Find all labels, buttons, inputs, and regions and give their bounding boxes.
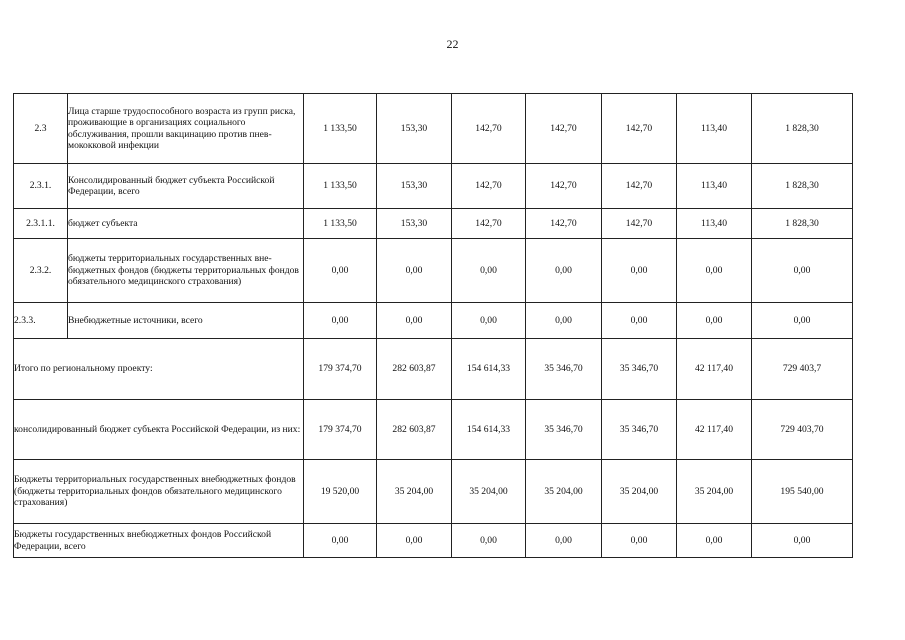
value-cell: 113,40 bbox=[677, 94, 752, 164]
table-row bbox=[14, 303, 853, 339]
value-cell: 0,00 bbox=[304, 239, 377, 303]
value-cell: 0,00 bbox=[526, 239, 602, 303]
row-code: 2.3.2. bbox=[14, 239, 68, 303]
value-cell: 142,70 bbox=[602, 209, 677, 239]
table-row-total bbox=[14, 339, 853, 400]
value-cell: 0,00 bbox=[602, 524, 677, 558]
value-cell: 19 520,00 bbox=[304, 460, 377, 524]
value-cell: 0,00 bbox=[304, 303, 377, 339]
total-cell: 0,00 bbox=[752, 524, 853, 558]
value-cell: 113,40 bbox=[677, 164, 752, 209]
value-cell: 35 204,00 bbox=[526, 460, 602, 524]
value-cell: 0,00 bbox=[304, 524, 377, 558]
value-cell: 0,00 bbox=[452, 524, 526, 558]
value-cell: 0,00 bbox=[677, 524, 752, 558]
value-cell: 0,00 bbox=[452, 303, 526, 339]
value-cell: 0,00 bbox=[377, 524, 452, 558]
row-code: 2.3.1. bbox=[14, 164, 68, 209]
total-row-name: консолидированный бюджет субъекта Российской Федерации, из них: bbox=[14, 400, 304, 460]
total-cell: 0,00 bbox=[752, 303, 853, 339]
value-cell: 0,00 bbox=[526, 524, 602, 558]
table-row bbox=[14, 164, 853, 209]
value-cell: 0,00 bbox=[602, 239, 677, 303]
value-cell: 142,70 bbox=[602, 164, 677, 209]
value-cell: 179 374,70 bbox=[304, 339, 377, 400]
value-cell: 142,70 bbox=[526, 94, 602, 164]
row-code: 2.3 bbox=[14, 94, 68, 164]
value-cell: 35 346,70 bbox=[602, 339, 677, 400]
value-cell: 35 204,00 bbox=[602, 460, 677, 524]
page-number: 22 bbox=[446, 37, 459, 51]
value-cell: 179 374,70 bbox=[304, 400, 377, 460]
total-cell: 0,00 bbox=[752, 239, 853, 303]
value-cell: 153,30 bbox=[377, 209, 452, 239]
value-cell: 142,70 bbox=[452, 94, 526, 164]
value-cell: 0,00 bbox=[377, 303, 452, 339]
table-row bbox=[14, 94, 853, 164]
value-cell: 35 204,00 bbox=[377, 460, 452, 524]
budget-table bbox=[13, 93, 853, 558]
total-cell: 729 403,70 bbox=[752, 400, 853, 460]
value-cell: 142,70 bbox=[452, 209, 526, 239]
total-row-name: Бюджеты государственных внебюджетных фондов Российской Федерации, всего bbox=[14, 524, 304, 558]
value-cell: 35 346,70 bbox=[526, 339, 602, 400]
value-cell: 1 133,50 bbox=[304, 209, 377, 239]
table-row-total bbox=[14, 460, 853, 524]
total-cell: 195 540,00 bbox=[752, 460, 853, 524]
value-cell: 1 133,50 bbox=[304, 164, 377, 209]
row-name: Лица старше трудоспособного возраста из групп риска, проживающие в организациях социального обслуживания, прошли вакцинацию против пнев-мококковой инфекции bbox=[68, 94, 304, 164]
value-cell: 0,00 bbox=[677, 239, 752, 303]
row-code: 2.3.1.1. bbox=[14, 209, 68, 239]
value-cell: 35 204,00 bbox=[452, 460, 526, 524]
value-cell: 142,70 bbox=[526, 164, 602, 209]
value-cell: 282 603,87 bbox=[377, 400, 452, 460]
value-cell: 35 346,70 bbox=[602, 400, 677, 460]
value-cell: 142,70 bbox=[602, 94, 677, 164]
value-cell: 154 614,33 bbox=[452, 339, 526, 400]
total-row-name: Итого по региональному проекту: bbox=[14, 339, 304, 400]
value-cell: 0,00 bbox=[677, 303, 752, 339]
total-cell: 1 828,30 bbox=[752, 164, 853, 209]
row-name: бюджет субъекта bbox=[68, 209, 304, 239]
value-cell: 142,70 bbox=[526, 209, 602, 239]
table-row bbox=[14, 209, 853, 239]
table-row-total bbox=[14, 400, 853, 460]
value-cell: 42 117,40 bbox=[677, 339, 752, 400]
value-cell: 0,00 bbox=[452, 239, 526, 303]
value-cell: 0,00 bbox=[526, 303, 602, 339]
row-name: Внебюджетные источники, всего bbox=[68, 303, 304, 339]
value-cell: 154 614,33 bbox=[452, 400, 526, 460]
value-cell: 0,00 bbox=[602, 303, 677, 339]
value-cell: 42 117,40 bbox=[677, 400, 752, 460]
total-cell: 729 403,7 bbox=[752, 339, 853, 400]
value-cell: 35 346,70 bbox=[526, 400, 602, 460]
value-cell: 153,30 bbox=[377, 94, 452, 164]
total-row-name: Бюджеты территориальных государственных внебюджетных фондов (бюджеты территориальных фондов обязательного медицинского страхования) bbox=[14, 460, 304, 524]
value-cell: 0,00 bbox=[377, 239, 452, 303]
value-cell: 153,30 bbox=[377, 164, 452, 209]
table-row bbox=[14, 239, 853, 303]
total-cell: 1 828,30 bbox=[752, 209, 853, 239]
table-row-total bbox=[14, 524, 853, 558]
value-cell: 282 603,87 bbox=[377, 339, 452, 400]
row-code: 2.3.3. bbox=[14, 303, 68, 339]
value-cell: 35 204,00 bbox=[677, 460, 752, 524]
total-cell: 1 828,30 bbox=[752, 94, 853, 164]
value-cell: 142,70 bbox=[452, 164, 526, 209]
value-cell: 113,40 bbox=[677, 209, 752, 239]
value-cell: 1 133,50 bbox=[304, 94, 377, 164]
row-name: Консолидированный бюджет субъекта Российской Федерации, всего bbox=[68, 164, 304, 209]
row-name: бюджеты территориальных государственных вне-бюджетных фондов (бюджеты территориальных фондов обязательного медицинского страхования) bbox=[68, 239, 304, 303]
